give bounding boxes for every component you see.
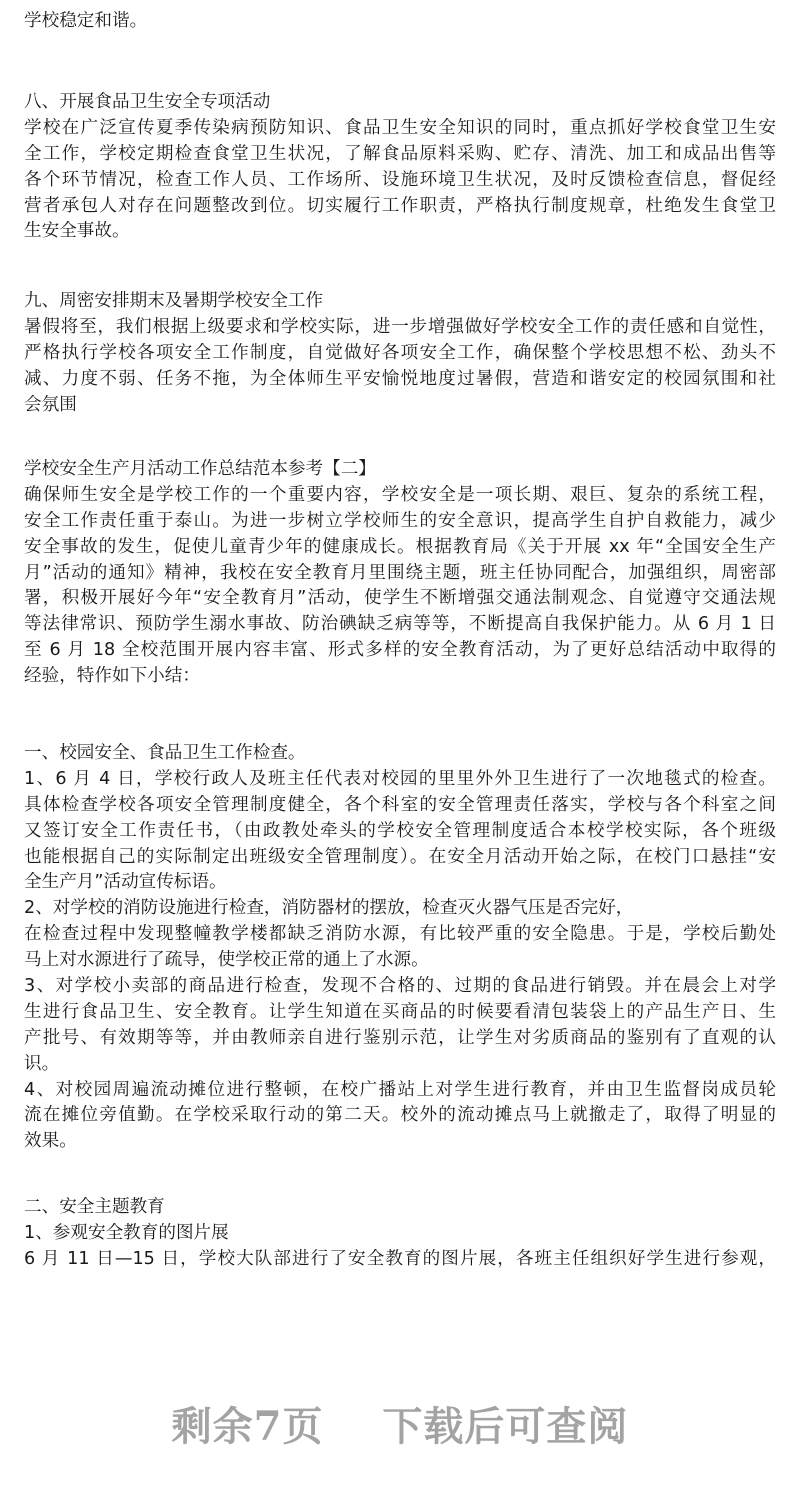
remaining-pages-label: 剩余7页	[171, 1403, 324, 1450]
text-line: 3、对学校小卖部的商品进行检查，发现不合格的、过期的食品进行销毁。并在晨会上对学	[24, 976, 776, 997]
text-line: 等法律常识、预防学生溺水事故、防治碘缺乏病等等，不断提高自我保护能力。从 6 月 1 日	[24, 614, 776, 635]
text-line: 学校稳定和谐。	[24, 11, 148, 31]
section-seven-tail	[24, 9, 776, 35]
text-line: 6 月 11 日—15 日，学校大队部进行了安全教育的图片展，各班主任组织好学生进行参观，	[24, 1248, 776, 1269]
text-line: 严格执行学校各项安全工作制度，自觉做好各项安全工作，确保整个学校思想不松、劲头不	[24, 342, 776, 363]
download-prompt[interactable]	[0, 1395, 800, 1452]
section-eight	[24, 90, 776, 245]
text-line: 至 6 月 18 全校范围开展内容丰富、形式多样的安全教育活动，为了更好总结活动中取得的	[24, 640, 776, 661]
article-two-intro	[24, 457, 776, 690]
text-line: 暑假将至，我们根据上级要求和学校实际，进一步增强做好学校安全工作的责任感和自觉性，	[24, 316, 776, 337]
text-line: 全生产月”活动宣传标语。	[24, 872, 227, 893]
text-line: 1、参观安全教育的图片展	[24, 1222, 229, 1243]
text-line: 月”活动的通知》精神，我校在安全教育月里围绕主题，班主任协同配合，加强组织，周密部	[24, 562, 776, 583]
text-line: 产批号、有效期等等，并由教师亲自进行鉴别示范，让学生对劣质商品的鉴别有了直观的认	[24, 1027, 776, 1048]
text-line: 营者承包人对存在问题整改到位。切实履行工作职责，严格执行制度规章，杜绝发生食堂卫	[24, 195, 776, 216]
section-nine	[24, 289, 776, 418]
text-line: 流在摊位旁值勤。在学校采取行动的第二天。校外的流动摊点马上就撤走了，取得了明显的	[24, 1105, 776, 1126]
text-line: 安全工作责任重于泰山。为进一步树立学校师生的安全意识，提高学生自护自救能力，减少	[24, 510, 776, 531]
text-line: 减、力度不弱、任务不拖，为全体师生平安愉悦地度过暑假，营造和谐安定的校园氛围和社	[24, 368, 776, 389]
text-line: 会氛围	[24, 394, 77, 415]
section-heading-line: 九、周密安排期末及暑期学校安全工作	[24, 291, 324, 311]
download-hint-label: 下载后可查阅	[382, 1403, 629, 1450]
text-line: 署，积极开展好今年“安全教育月”活动，使学生不断增强交通法制观念、自觉遵守交通法规	[24, 588, 776, 609]
text-line: 全工作，学校定期检查食堂卫生状况，了解食品原料采购、贮存、清洗、加工和成品出售等	[24, 143, 776, 164]
text-line: 又签订安全工作责任书，（由政教处牵头的学校安全管理制度适合本校学校实际，各个班级	[24, 820, 776, 841]
text-line: 生安全事故。	[24, 221, 130, 242]
section-heading-line: 二、安全主题教育	[24, 1197, 165, 1217]
text-line: 安全事故的发生，促使儿童青少年的健康成长。根据教育局《关于开展 xx 年“全国安全生产	[24, 536, 776, 557]
text-line: 马上对水源进行了疏导，使学校正常的通上了水源。	[24, 950, 429, 971]
section-heading-line: 八、开展食品卫生安全专项活动	[24, 92, 271, 112]
text-line: 在检查过程中发现整幢教学楼都缺乏消防水源，有比较严重的安全隐患。于是，学校后勤处	[24, 924, 776, 945]
text-line: 2、对学校的消防设施进行检查，消防器材的摆放，检查灭火器气压是否完好，	[24, 898, 634, 919]
text-line: 确保师生安全是学校工作的一个重要内容，学校安全是一项长期、艰巨、复杂的系统工程，	[24, 484, 776, 505]
text-line: 经验，特作如下小结：	[24, 666, 200, 687]
text-line: 学校在广泛宣传夏季传染病预防知识、食品卫生安全知识的同时，重点抓好学校食堂卫生安	[24, 117, 776, 138]
text-line: 1、6 月 4 日，学校行政人及班主任代表对校园的里里外外卫生进行了一次地毯式的检查。	[24, 768, 776, 789]
text-line: 各个环节情况，检查工作人员、工作场所、设施环境卫生状况，及时反馈检查信息，督促经	[24, 169, 776, 190]
section-heading-line: 学校安全生产月活动工作总结范本参考【二】	[24, 459, 376, 479]
text-line: 4、对校园周遍流动摊位进行整顿，在校广播站上对学生进行教育，并由卫生监督岗成员轮	[24, 1079, 776, 1100]
part-two	[24, 1195, 776, 1273]
text-line: 效果。	[24, 1131, 77, 1152]
part-one	[24, 741, 776, 1155]
text-line: 具体检查学校各项安全管理制度健全，各个科室的安全管理责任落实，学校与各个科室之间	[24, 794, 776, 815]
section-heading-line: 一、校园安全、食品卫生工作检查。	[24, 743, 306, 763]
text-line: 生进行食品卫生、安全教育。让学生知道在买商品的时候要看清包装袋上的产品生产日、生	[24, 1001, 776, 1022]
text-line: 也能根据自己的实际制定出班级安全管理制度）。在安全月活动开始之际，在校门口悬挂“安	[24, 846, 776, 867]
text-line: 识。	[24, 1053, 60, 1074]
